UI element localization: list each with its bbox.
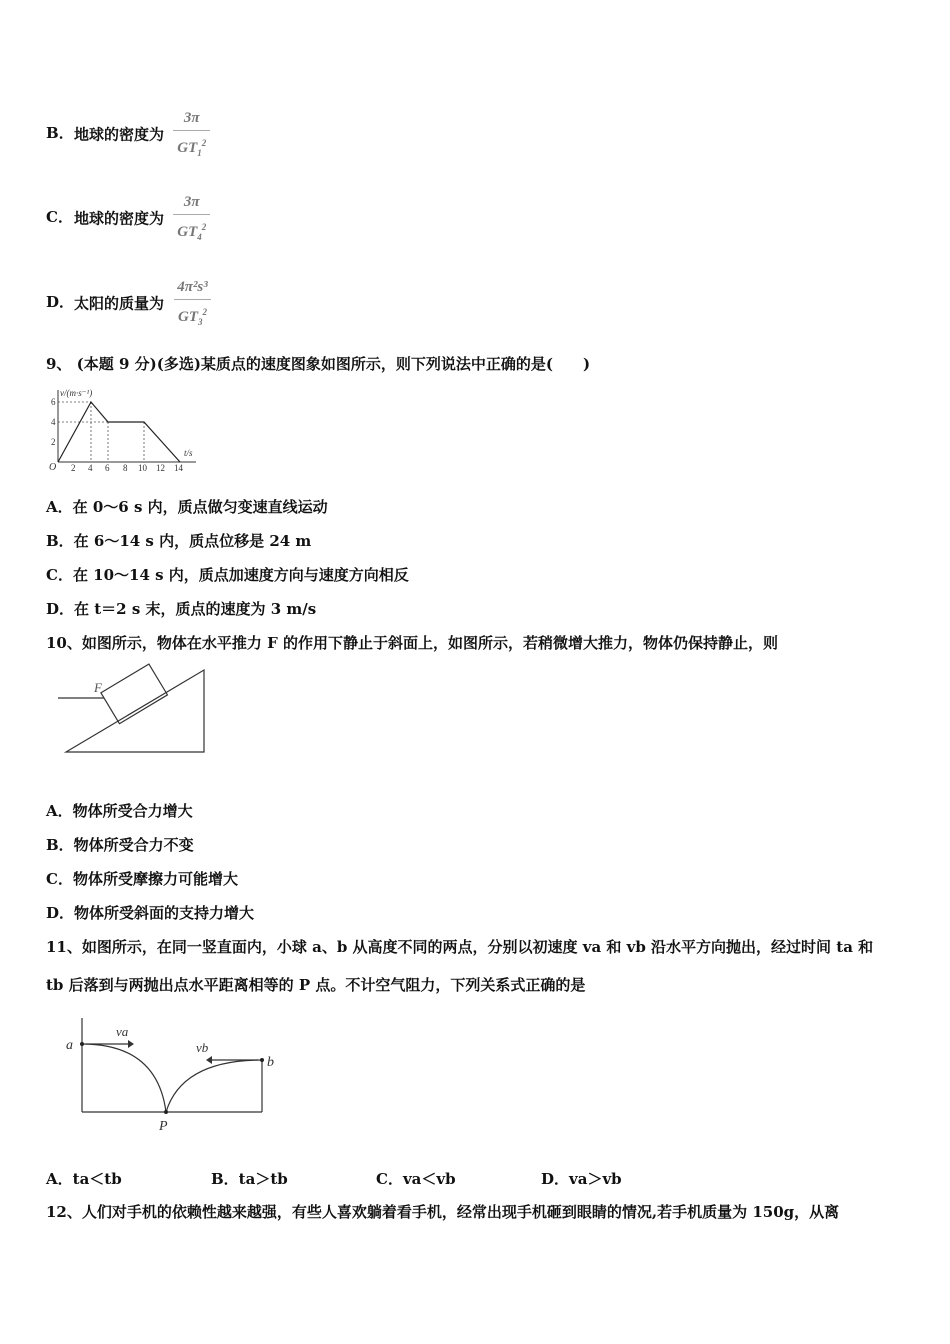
q11-stem-line2: tb 后落到与两抛出点水平距离相等的 P 点。不计空气阻力，下列关系式正确的是	[46, 976, 586, 994]
option-b-text: 地球的密度为	[74, 125, 165, 144]
point-b	[260, 1058, 264, 1062]
q11-stem-line1: 11、如图所示，在同一竖直面内，小球 a、b 从高度不同的两点，分别以初速度 va 和 vb 沿水平方向抛出，经过时间 ta 和	[46, 938, 874, 956]
fraction-denominator: $GT_1^2$	[173, 130, 210, 163]
ytick: 6	[51, 397, 56, 407]
origin-label: O	[49, 462, 57, 473]
q10-option-d: D．物体所受斜面的支持力增大	[46, 904, 255, 922]
mass-fraction-d	[173, 277, 212, 332]
trajectory-a	[82, 1044, 166, 1112]
fraction-denominator: $GT_3^2$	[174, 299, 211, 332]
xtick: 2	[71, 463, 76, 473]
option-c-text: 地球的密度为	[74, 209, 165, 228]
block	[101, 664, 168, 724]
q9-stem: 9、 (本题 9 分)(多选)某质点的速度图象如图所示，则下列说法中正确的是( )	[46, 355, 591, 373]
q11-option-c: C．va＜vb	[376, 1170, 456, 1188]
incline-figure	[58, 666, 218, 756]
ytick: 4	[51, 417, 56, 427]
xtick: 10	[138, 463, 147, 473]
xtick: 14	[174, 463, 183, 473]
q10-stem: 10、如图所示，物体在水平推力 F 的作用下静止于斜面上，如图所示，若稍微增大推力，物体仍保持静止，则	[46, 634, 778, 652]
label-vb: vb	[196, 1040, 209, 1055]
xtick: 4	[88, 463, 93, 473]
q9-option-c: C．在 10～14 s 内，质点加速度方向与速度方向相反	[46, 566, 409, 584]
q10-option-b: B．物体所受合力不变	[46, 836, 194, 854]
xtick: 8	[123, 463, 128, 473]
label-va: va	[116, 1024, 129, 1039]
label-a: a	[66, 1038, 73, 1053]
density-fraction-b	[173, 108, 210, 163]
q11-option-a: A．ta＜tb	[46, 1170, 122, 1188]
incline-triangle	[66, 670, 204, 752]
point-p	[164, 1110, 168, 1114]
option-d-text: 太阳的质量为	[74, 294, 165, 313]
velocity-time-graph	[46, 384, 206, 474]
q11-option-d: D．va＞vb	[541, 1170, 622, 1188]
xtick: 12	[156, 463, 165, 473]
q8-option-c-letter: C．	[46, 208, 73, 226]
label-p: P	[159, 1119, 168, 1134]
q8-option-d-letter: D．	[46, 293, 75, 311]
q9-option-d: D．在 t＝2 s 末，质点的速度为 3 m/s	[46, 600, 317, 618]
fraction-denominator: $GT_4^2$	[173, 214, 210, 247]
fraction-numerator: 3π	[183, 194, 200, 210]
q12-stem: 12、人们对手机的依赖性越来越强，有些人喜欢躺着看手机，经常出现手机砸到眼睛的情况,若手机质量为 150g，从离	[46, 1203, 840, 1221]
q8-option-b-letter: B．	[46, 124, 74, 142]
force-label: F	[94, 680, 102, 695]
t-axis-label: t/s	[184, 448, 193, 458]
va-arrowhead	[128, 1040, 134, 1048]
q9-option-b: B．在 6～14 s 内，质点位移是 24 m	[46, 532, 312, 550]
q10-option-a: A．物体所受合力增大	[46, 802, 193, 820]
projectile-figure	[62, 1016, 292, 1136]
xtick: 6	[105, 463, 110, 473]
v-axis-label: v/(m·s⁻¹)	[60, 388, 93, 398]
trajectory-b	[166, 1060, 262, 1112]
vb-arrowhead	[206, 1056, 212, 1064]
label-b: b	[267, 1055, 274, 1070]
ytick: 2	[51, 437, 56, 447]
q11-option-b: B．ta＞tb	[211, 1170, 288, 1188]
q9-option-a: A．在 0～6 s 内，质点做匀变速直线运动	[46, 498, 328, 516]
q10-option-c: C．物体所受摩擦力可能增大	[46, 870, 238, 888]
point-a	[80, 1042, 84, 1046]
fraction-numerator: 3π	[183, 110, 200, 126]
density-fraction-c	[173, 192, 210, 247]
velocity-curve	[58, 402, 180, 462]
fraction-numerator: 4π²s³	[177, 279, 208, 295]
